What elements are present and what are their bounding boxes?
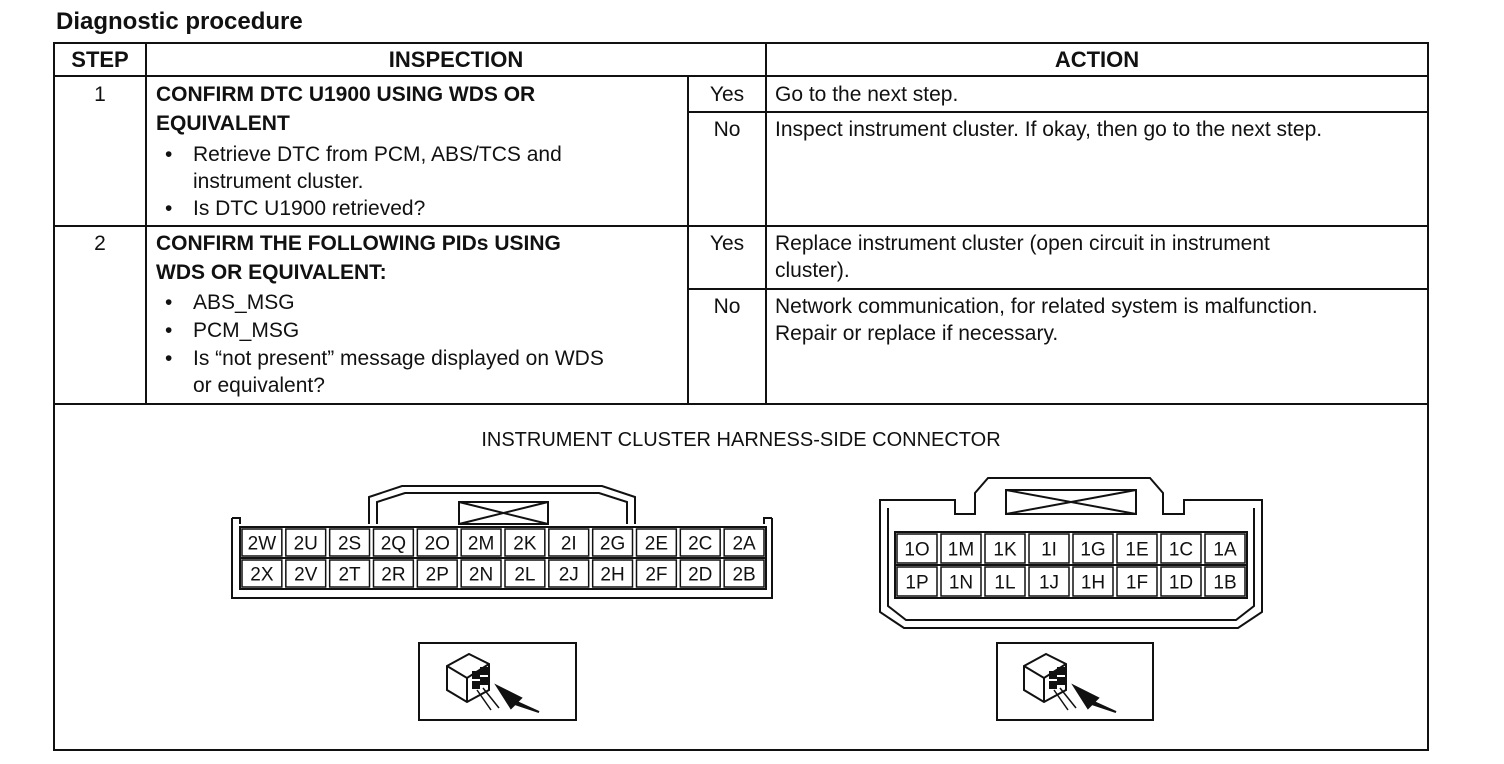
connector-pin-label: 2D: [688, 564, 713, 586]
connector-pin-label: 1B: [1213, 572, 1237, 594]
connector-pin-label: 2G: [599, 533, 626, 555]
result-action: Replace instrument cluster (open circuit in instrument: [775, 232, 1270, 255]
connector-pin-label: 2K: [513, 533, 537, 555]
harness-side-probe-icon: [1024, 654, 1116, 712]
page-title: Diagnostic procedure: [56, 8, 303, 35]
connector-pin-label: 2E: [644, 533, 669, 555]
left-probe-box: [419, 643, 576, 720]
connector-pin-label: 2S: [337, 533, 362, 555]
bullet-item: • ABS_MSG: [193, 289, 295, 316]
result-action: Repair or replace if necessary.: [775, 322, 1059, 345]
bullet-item-continuation: instrument cluster.: [193, 170, 364, 193]
connector-pin-label: 2Q: [380, 533, 407, 555]
right-probe-box: [997, 643, 1153, 720]
result-action: Inspect instrument cluster. If okay, then go to the next step.: [775, 118, 1323, 141]
result-answer: Yes: [709, 232, 745, 255]
connector-pin-label: 2B: [732, 564, 756, 586]
connector-pin-label: 1K: [993, 539, 1017, 561]
result-answer: Yes: [709, 83, 745, 106]
bullet-item: • Is DTC U1900 retrieved?: [193, 195, 425, 222]
connector-pin-label: 1J: [1038, 572, 1060, 594]
connector-pin-label: 1P: [905, 572, 929, 594]
bullet-item: • PCM_MSG: [193, 317, 299, 344]
result-action: cluster).: [775, 259, 850, 282]
connector-pin-label: 2R: [381, 564, 406, 586]
connector-pin-label: 2J: [558, 564, 579, 586]
connector-pin-label: 2O: [424, 533, 450, 555]
left-connector-latch: [369, 486, 635, 524]
connector-pin-label: 1G: [1080, 539, 1106, 561]
connector-pin-label: 2T: [338, 564, 361, 586]
connector-pin-label: 1L: [994, 572, 1016, 594]
result-answer: No: [713, 118, 741, 141]
connector-pin-label: 2U: [293, 533, 318, 555]
connector-pin-label: 1D: [1168, 572, 1194, 594]
connector-pin-label: 2W: [247, 533, 277, 555]
connector-pin-label: 2M: [467, 533, 495, 555]
connector-title: INSTRUMENT CLUSTER HARNESS-SIDE CONNECTOR: [481, 429, 1001, 451]
connector-pin-label: 2A: [732, 533, 756, 555]
result-action: Go to the next step.: [775, 83, 959, 106]
connector-pin-label: 2N: [468, 564, 494, 586]
connector-pin-label: 1H: [1080, 572, 1106, 594]
connector-pin-label: 2C: [688, 533, 713, 555]
bullet-item-continuation: or equivalent?: [193, 374, 325, 397]
connector-pin-label: 2L: [514, 564, 536, 586]
connector-pin-label: 2P: [425, 564, 449, 586]
bullet-item: • Is “not present” message displayed on WDS: [193, 345, 604, 372]
connector-pin-label: 1C: [1168, 539, 1194, 561]
connector-pin-label: 2F: [645, 564, 668, 586]
harness-side-probe-icon: [447, 654, 539, 712]
step-heading: CONFIRM DTC U1900 USING WDS OR: [156, 83, 536, 106]
step-number: 1: [94, 83, 106, 106]
result-action: Network communication, for related system is malfunction.: [775, 295, 1318, 318]
connector-pin-label: 1A: [1213, 539, 1237, 561]
step-heading: WDS OR EQUIVALENT:: [156, 261, 387, 284]
connector-pin-label: 2I: [560, 533, 577, 555]
bullet-item: • Retrieve DTC from PCM, ABS/TCS and: [193, 141, 562, 168]
step-heading: EQUIVALENT: [156, 112, 290, 135]
result-answer: No: [713, 295, 741, 318]
connector-pin-label: 2H: [600, 564, 625, 586]
connector-pin-label: 1F: [1125, 572, 1149, 594]
connector-pin-label: 1O: [904, 539, 930, 561]
step-number: 2: [94, 232, 106, 255]
connector-pin-label: 1M: [947, 539, 975, 561]
header-action: ACTION: [1054, 47, 1140, 72]
header-inspection: INSPECTION: [388, 47, 524, 72]
connector-pin-label: 1I: [1041, 539, 1057, 561]
connector-pin-label: 1E: [1125, 539, 1149, 561]
connector-pin-label: 1N: [948, 572, 974, 594]
connector-pin-label: 2X: [250, 564, 274, 586]
header-step: STEP: [71, 47, 129, 72]
connector-pin-label: 2V: [294, 564, 318, 586]
step-heading: CONFIRM THE FOLLOWING PIDs USING: [156, 232, 561, 255]
